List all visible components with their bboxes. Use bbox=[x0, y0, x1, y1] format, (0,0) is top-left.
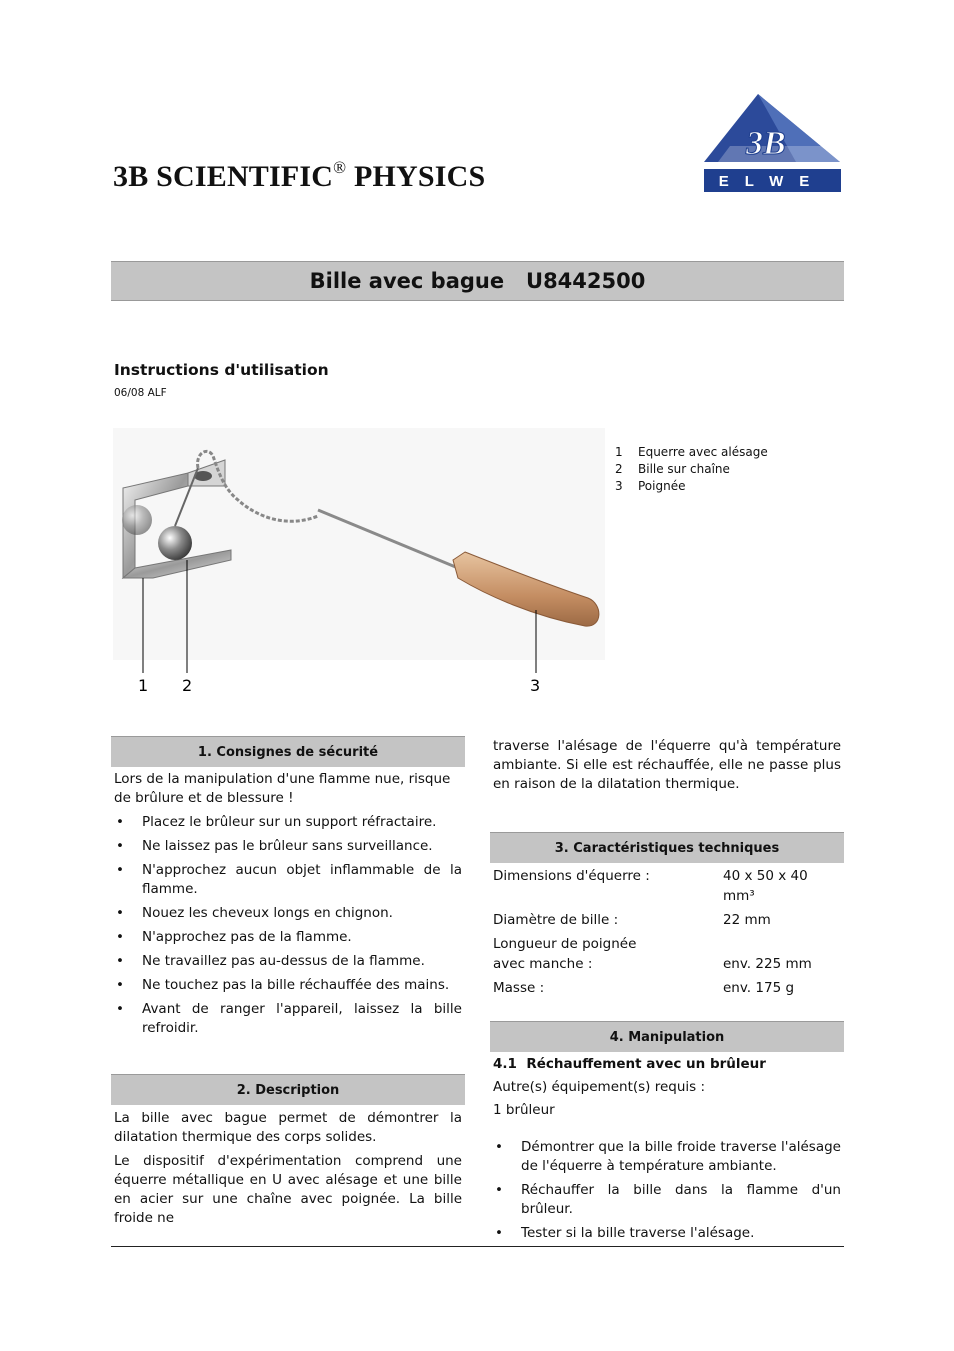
brand-title bbox=[113, 160, 485, 194]
description-p1: La bille avec bague permet de démontrer la dilatation thermique des corps solides. bbox=[114, 1110, 462, 1145]
manipulation-list bbox=[493, 1138, 841, 1243]
steel-ball bbox=[158, 526, 192, 560]
list-item: • Démontrer que la bille froide traverse l'alésage de l'équerre à température ambiante. bbox=[495, 1139, 841, 1174]
section-4-subheading: 4.1 Réchauffement avec un brûleur bbox=[493, 1056, 766, 1072]
list-item: • Avant de ranger l'appareil, laissez la bille refroidir. bbox=[116, 1001, 462, 1036]
equipment-item: 1 brûleur bbox=[493, 1102, 555, 1118]
callout-1: 1 bbox=[138, 676, 149, 695]
section-3-heading: 3. Caractéristiques techniques bbox=[490, 832, 844, 863]
specs-table bbox=[493, 866, 841, 1002]
footer-rule bbox=[111, 1246, 844, 1247]
list-item: • N'approchez pas de la flamme. bbox=[116, 929, 352, 945]
callout-2: 2 bbox=[182, 676, 193, 695]
apparatus-figure bbox=[113, 428, 605, 698]
logo-mark: 3B bbox=[746, 125, 786, 162]
list-item: • Ne laissez pas le brûleur sans surveillance. bbox=[116, 838, 433, 854]
figure-legend bbox=[615, 444, 768, 495]
spec-row: Masse : env. 175 g bbox=[493, 980, 795, 996]
spec-row: Dimensions d'équerre : 40 x 50 x 40 mm³ bbox=[493, 868, 808, 904]
callout-3: 3 bbox=[530, 676, 541, 695]
legend-item: 1 Equerre avec alésage bbox=[615, 445, 768, 459]
section-4-heading: 4. Manipulation bbox=[490, 1021, 844, 1052]
list-item: • Nouez les cheveux longs en chignon. bbox=[116, 905, 393, 921]
list-item: • Ne travaillez pas au-dessus de la flamme. bbox=[116, 953, 425, 969]
brand-main: 3B SCIENTIFIC bbox=[113, 160, 334, 193]
legend-item: 3 Poignée bbox=[615, 479, 686, 493]
list-item: • Placez le brûleur sur un support réfractaire. bbox=[116, 814, 437, 830]
safety-intro: Lors de la manipulation d'une flamme nue, risque de brûlure et de blessure ! bbox=[114, 771, 451, 806]
registered-mark: ® bbox=[333, 158, 347, 177]
spec-row: Longueur de poignée bbox=[493, 936, 637, 952]
section-1-body bbox=[114, 770, 462, 1043]
description-continued: traverse l'alésage de l'équerre qu'à température ambiante. Si elle est réchauffée, elle ne passe plus en raison de la dilatation thermique. bbox=[493, 738, 841, 792]
section-4-body bbox=[493, 1078, 841, 1248]
list-item: • Réchauffer la bille dans la flamme d'un brûleur. bbox=[495, 1182, 841, 1217]
3b-elwe-logo bbox=[700, 94, 842, 194]
brand-suffix: PHYSICS bbox=[346, 160, 486, 193]
section-2-body bbox=[114, 1109, 462, 1233]
legend-item: 2 Bille sur chaîne bbox=[615, 462, 730, 476]
equipment-label: Autre(s) équipement(s) requis : bbox=[493, 1079, 706, 1095]
document-code: 06/08 ALF bbox=[114, 387, 167, 399]
list-item: • Tester si la bille traverse l'alésage. bbox=[495, 1225, 755, 1241]
list-item: • N'approchez aucun objet inflammable de la flamme. bbox=[116, 862, 462, 897]
list-item: • Ne touchez pas la bille réchauffée des mains. bbox=[116, 977, 450, 993]
section-1-heading: 1. Consignes de sécurité bbox=[111, 736, 465, 767]
logo-sub: ELWE bbox=[718, 173, 826, 190]
document-title: Bille avec bague U8442500 bbox=[309, 269, 646, 293]
safety-list bbox=[114, 813, 462, 1038]
description-p2: Le dispositif d'expérimentation comprend une équerre métallique en U avec alésage et une bille en acier sur une chaîne avec poignée. La bille froide ne bbox=[114, 1153, 462, 1226]
section-2-heading: 2. Description bbox=[111, 1074, 465, 1105]
spec-row: avec manche : env. 225 mm bbox=[493, 956, 812, 972]
title-bar bbox=[111, 261, 844, 301]
subtitle: Instructions d'utilisation bbox=[114, 361, 329, 379]
spec-row: Diamètre de bille : 22 mm bbox=[493, 912, 771, 928]
